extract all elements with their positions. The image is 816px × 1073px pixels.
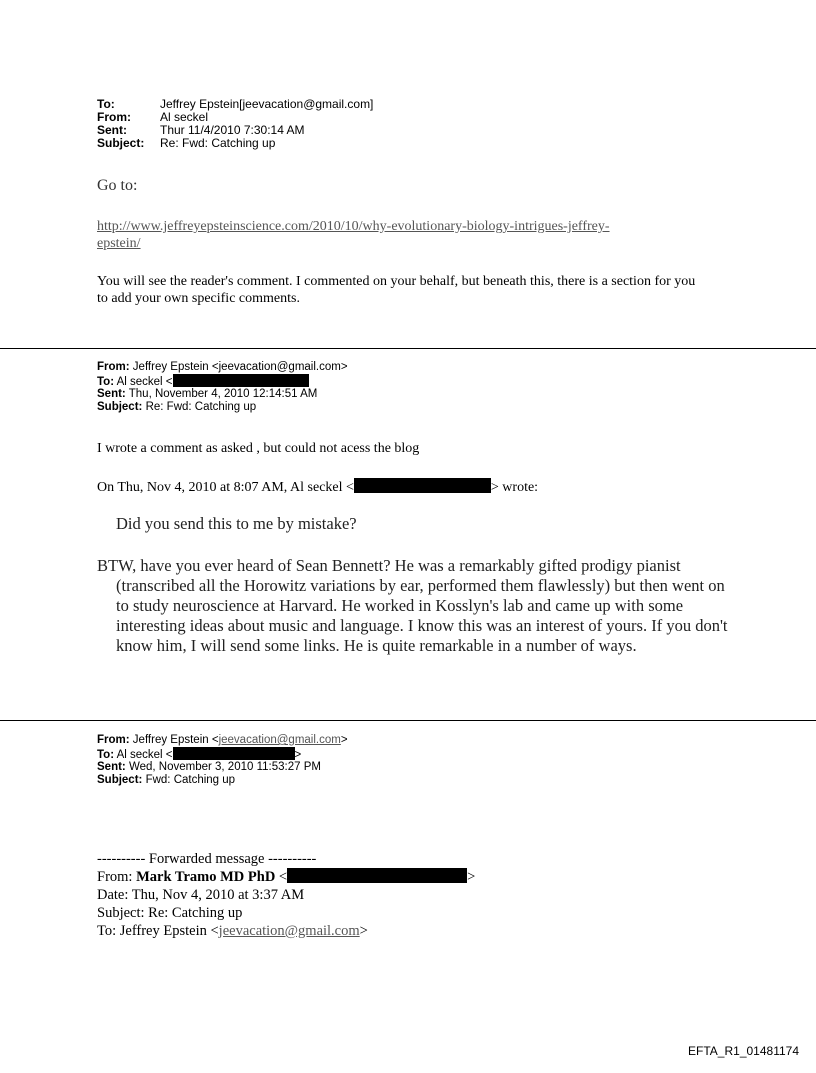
message2-header	[97, 361, 348, 413]
from-label: From:	[97, 110, 131, 124]
forwarded-from-label: From:	[97, 869, 137, 885]
quote-intro-suffix: > wrote:	[490, 480, 539, 495]
from-value: Jeffrey Epstein <	[132, 734, 219, 746]
email-link[interactable]: jeevacation@gmail.com	[218, 734, 341, 746]
redaction-bar	[173, 747, 295, 760]
sent-label: Sent:	[97, 761, 126, 773]
forwarded-to-bracket: >	[359, 923, 368, 939]
blog-link-line1[interactable]: http://www.jeffreyepsteinscience.com/2010/10/why-evolutionary-biology-intrigues-jeffrey-	[97, 219, 610, 234]
to-label: To:	[97, 97, 115, 111]
to-value: Al seckel <	[116, 375, 173, 388]
sent-value: Wed, November 3, 2010 11:53:27 PM	[128, 761, 321, 773]
to-label: To:	[97, 375, 115, 388]
blog-link-line2[interactable]: epstein/	[97, 236, 141, 251]
subject-label: Subject:	[97, 136, 145, 150]
to-value: Al seckel <	[116, 748, 173, 761]
quote-intro	[97, 478, 538, 496]
goto-text: Go to:	[97, 177, 138, 194]
forwarded-banner: ---------- Forwarded message ----------	[97, 851, 317, 867]
sent-label: Sent:	[97, 388, 126, 400]
from-value: Al seckel	[160, 110, 209, 124]
to-label: To:	[97, 748, 115, 761]
redaction-bar	[173, 374, 309, 387]
sent-value: Thu, November 4, 2010 12:14:51 AM	[128, 388, 318, 400]
to-bracket: >	[294, 748, 302, 761]
quote-paragraph: BTW, have you ever heard of Sean Bennett? He was a remarkably gifted prodigy pianist (transcribed all the Horowitz variations by ear, performed them flawlessly) but then went on to study neuroscience at Harvard. He worked in Kosslyn's lab and came up with some interesting ideas about music and language. I know this was an interest of yours. If you don't know him, I will send some links. He is quite remarkable in a number of ways.	[97, 556, 728, 655]
email-link[interactable]: jeevacation@gmail.com	[218, 923, 360, 939]
from-label: From:	[97, 361, 130, 373]
message1-header	[97, 98, 373, 150]
blog-link[interactable]	[97, 218, 777, 252]
forwarded-to-text: To: Jeffrey Epstein <	[97, 923, 219, 939]
from-label: From:	[97, 734, 130, 746]
redaction-bar	[287, 868, 467, 883]
sent-value: Thur 11/4/2010 7:30:14 AM	[160, 123, 305, 137]
sender-bracket-close: >	[467, 869, 476, 885]
subject-label: Subject:	[97, 400, 143, 413]
subject-value: Fwd: Catching up	[145, 773, 236, 786]
message2-body: I wrote a comment as asked , but could not acess the blog	[97, 441, 420, 456]
divider	[0, 720, 816, 721]
forwarded-block	[97, 850, 475, 940]
subject-label: Subject:	[97, 773, 143, 786]
message1-body: You will see the reader's comment. I commented on your behalf, but beneath this, there is a section for you to add your own specific comments.	[97, 274, 696, 306]
sent-label: Sent:	[97, 123, 127, 137]
forwarded-date: Date: Thu, Nov 4, 2010 at 3:37 AM	[97, 887, 305, 903]
subject-value: Re: Fwd: Catching up	[145, 400, 257, 413]
forwarded-subject: Subject: Re: Catching up	[97, 905, 243, 921]
sender-name: Mark Tramo MD PhD	[136, 869, 276, 885]
forwarded-to	[97, 922, 475, 940]
from-bracket: >	[340, 734, 348, 746]
redaction-bar	[354, 478, 491, 493]
forwarded-from	[97, 868, 475, 886]
quote-line: Did you send this to me by mistake?	[116, 514, 357, 533]
document-id: EFTA_R1_01481174	[688, 1044, 799, 1058]
sender-bracket-open: <	[275, 869, 288, 885]
divider	[0, 348, 816, 349]
subject-value: Re: Fwd: Catching up	[160, 136, 276, 150]
to-value: Jeffrey Epstein[jeevacation@gmail.com]	[160, 97, 374, 111]
quote-intro-text: On Thu, Nov 4, 2010 at 8:07 AM, Al seckel <	[97, 480, 354, 495]
from-value: Jeffrey Epstein <jeevacation@gmail.com>	[132, 361, 348, 373]
message3-header	[97, 734, 348, 786]
